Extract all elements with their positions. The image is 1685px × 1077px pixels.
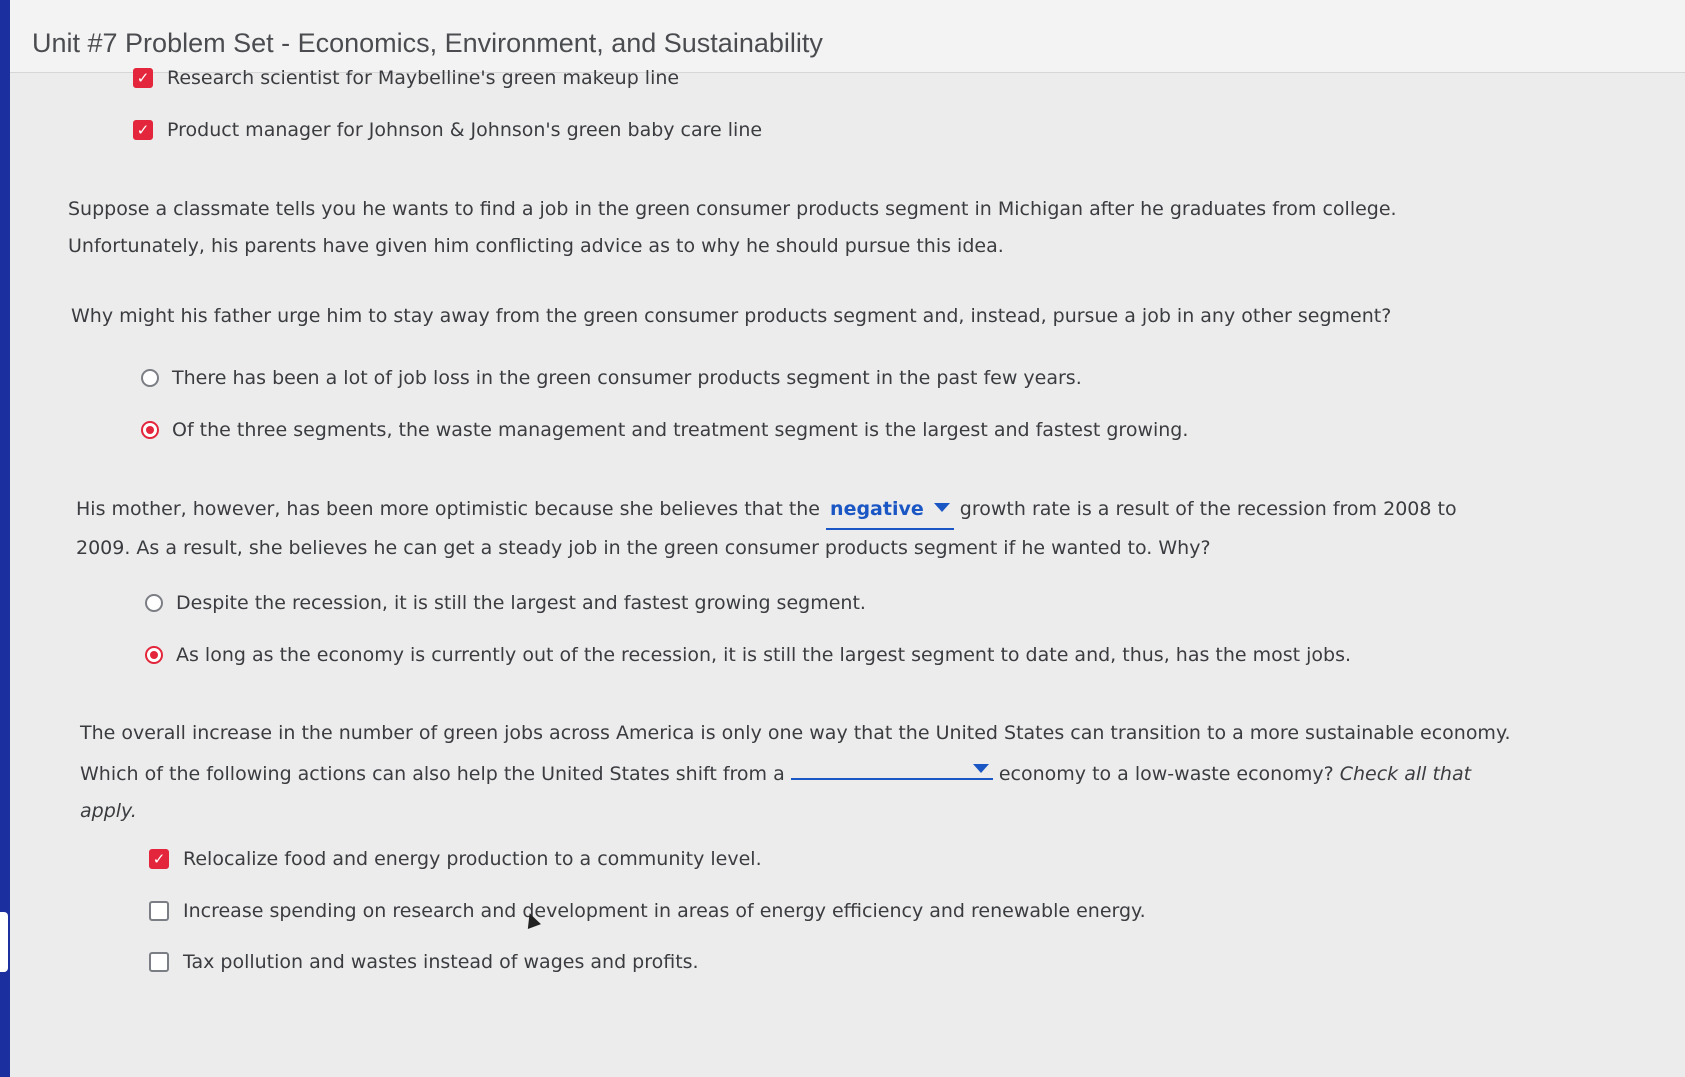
radio-selected-icon[interactable] xyxy=(145,646,163,664)
dropdown-arrow-icon xyxy=(973,764,989,773)
page-header xyxy=(10,0,1685,73)
transition-option-label: Relocalize food and energy production to a community level. xyxy=(183,848,762,870)
mother-question-text-after: growth rate is a result of the recession from 2008 to xyxy=(959,498,1457,520)
checkbox-unchecked-icon[interactable] xyxy=(149,901,169,921)
father-option-2[interactable] xyxy=(141,419,1188,441)
problem-content xyxy=(10,67,1685,1077)
father-option-label: Of the three segments, the waste management and treatment segment is the largest and fastest growing. xyxy=(172,419,1189,441)
transition-text-before: Which of the following actions can also help the United States shift from a xyxy=(80,763,785,785)
economy-type-dropdown[interactable] xyxy=(791,752,993,780)
checkbox-checked-icon[interactable]: ✓ xyxy=(133,68,153,88)
transition-option-label: Tax pollution and wastes instead of wages and profits. xyxy=(183,951,699,973)
intro-paragraph xyxy=(68,191,1397,265)
mother-question xyxy=(76,491,1457,567)
transition-line-3: apply. xyxy=(80,800,137,822)
growth-rate-dropdown[interactable] xyxy=(826,491,954,530)
radio-selected-icon[interactable] xyxy=(141,421,159,439)
radio-unselected-icon[interactable] xyxy=(145,594,163,612)
job-option-1[interactable] xyxy=(133,67,679,89)
radio-unselected-icon[interactable] xyxy=(141,369,159,387)
transition-option-2[interactable] xyxy=(149,900,1146,922)
intro-line-1: Suppose a classmate tells you he wants to find a job in the green consumer products segment in Michigan after he graduates from college. xyxy=(68,198,1397,220)
transition-option-label: Increase spending on research and development in areas of energy efficiency and renewable energy. xyxy=(183,900,1146,922)
transition-question xyxy=(80,715,1511,830)
mother-option-2[interactable] xyxy=(145,644,1351,666)
transition-text-after: economy to a low-waste economy? xyxy=(998,763,1334,785)
checkbox-checked-icon[interactable]: ✓ xyxy=(149,849,169,869)
dropdown-arrow-icon xyxy=(934,503,950,512)
father-option-1[interactable] xyxy=(141,367,1082,389)
father-question: Why might his father urge him to stay away from the green consumer products segment and, instead, pursue a job in any other segment? xyxy=(71,305,1392,327)
job-option-label: Research scientist for Maybelline's green makeup line xyxy=(167,67,680,89)
transition-instruction: Check all that xyxy=(1339,763,1472,785)
page-title: Unit #7 Problem Set - Economics, Environment, and Sustainability xyxy=(32,28,823,58)
checkbox-checked-icon[interactable]: ✓ xyxy=(133,120,153,140)
transition-option-1[interactable] xyxy=(149,848,762,870)
mother-option-label: Despite the recession, it is still the largest and fastest growing segment. xyxy=(176,592,866,614)
mother-question-line-2: 2009. As a result, she believes he can get a steady job in the green consumer products segment if he wanted to. Why? xyxy=(76,537,1211,559)
sidebar-handle[interactable] xyxy=(0,912,8,972)
father-option-label: There has been a lot of job loss in the green consumer products segment in the past few years. xyxy=(172,367,1082,389)
checkbox-unchecked-icon[interactable] xyxy=(149,952,169,972)
transition-line-1: The overall increase in the number of green jobs across America is only one way that the United States can transition to a more sustainable economy. xyxy=(80,722,1511,744)
dropdown-value: negative xyxy=(830,498,924,520)
left-edge-bar xyxy=(0,0,10,1077)
mother-option-1[interactable] xyxy=(145,592,866,614)
mother-option-label: As long as the economy is currently out of the recession, it is still the largest segment to date and, thus, has the most jobs. xyxy=(176,644,1352,666)
job-option-2[interactable] xyxy=(133,119,762,141)
job-option-label: Product manager for Johnson & Johnson's green baby care line xyxy=(167,119,763,141)
intro-line-2: Unfortunately, his parents have given him conflicting advice as to why he should pursue this idea. xyxy=(68,235,1004,257)
mother-question-text: His mother, however, has been more optimistic because she believes that the xyxy=(76,498,820,520)
transition-option-3[interactable] xyxy=(149,951,699,973)
